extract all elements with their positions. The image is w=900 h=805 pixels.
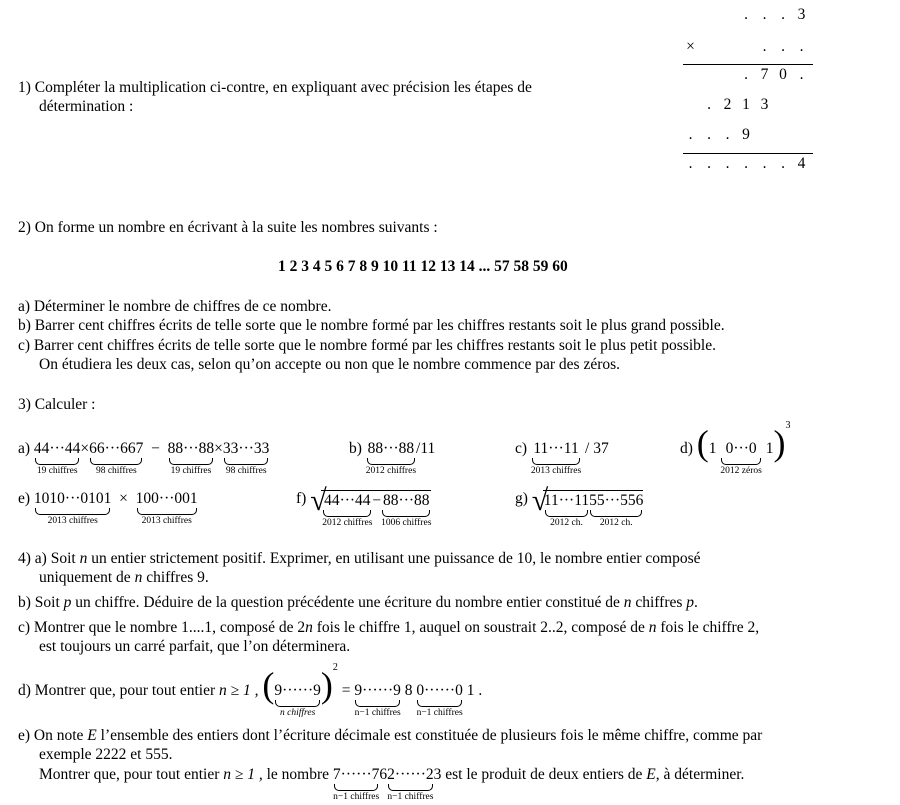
q4-e3-mid: le nombre (262, 766, 333, 783)
q4-e3-post: est le produit de deux entiers de (445, 766, 647, 783)
q3-f-op: − (372, 492, 382, 509)
q4-b-var-p: p (63, 594, 72, 611)
q3-d-label: d) (680, 440, 693, 457)
q3-f-term2: 88···88 1006 chiffres (381, 492, 432, 528)
q4-d-term2: 9······9 n−1 chiffres (354, 682, 401, 718)
q3-g-term2: 55···556 2012 ch. (589, 492, 644, 528)
q4-d-term1: 9······9 n chiffres (274, 682, 321, 718)
q3-f-sqrt (310, 484, 432, 529)
q4-e-pre: e) On note (18, 727, 88, 744)
q4-d (18, 662, 483, 719)
grid-cell: . (799, 66, 804, 83)
close-paren: ) (320, 665, 333, 705)
q4-e3-term2: 2······2 n−1 chiffres (387, 766, 434, 802)
q3-f (296, 484, 432, 529)
q3-a (18, 440, 269, 477)
grid-cell: . (781, 155, 785, 172)
sqrt-icon: √ (531, 484, 549, 517)
q4-e3 (39, 766, 744, 803)
q3-f-label: f) (296, 490, 307, 507)
grid-cell: . (781, 38, 785, 55)
grid-cell: . (707, 155, 711, 172)
q4-d-end: 1 . (466, 682, 483, 699)
q4-e-post: l’ensemble des entiers dont l’écriture décimale est constituée de plusieurs fois le même chiffre, comme par (96, 727, 763, 744)
q3-g (515, 484, 644, 529)
q4-a-pre: 4) a) Soit (18, 550, 80, 567)
q4-d-power: 2 (332, 662, 338, 673)
q3-a-op1: × (80, 440, 90, 457)
q3-b-term: 88···88 2012 chiffres (365, 440, 417, 476)
q4-a-var: n (79, 550, 88, 567)
close-paren: ) (773, 423, 786, 463)
grid-rule-bottom (683, 153, 813, 154)
q3-a-label: a) (18, 440, 31, 457)
q4-e-var: E (87, 727, 97, 744)
q3-e (18, 490, 198, 527)
grid-cell: 3 (797, 6, 806, 23)
q2-b: b) Barrer cent chiffres écrits de telle sorte que le nombre formé par les chiffres restants soit le plus grand possible. (18, 317, 725, 334)
q3-b-label: b) (349, 440, 362, 457)
q4-b-var-p2: p (686, 594, 695, 611)
q3-g-sqrt (531, 484, 644, 529)
grid-cell: . (707, 126, 711, 143)
q3-a-term4: 33···33 98 chiffres (222, 440, 270, 476)
q3-b (349, 440, 435, 477)
q4-b (18, 594, 698, 612)
q3-e-op: × (119, 490, 128, 507)
grid-cell: . (725, 155, 730, 172)
q2-c2: On étudiera les deux cas, selon qu’on accepte ou non que le nombre commence par des zéros. (39, 356, 621, 373)
q3-d-power: 3 (785, 420, 791, 431)
grid-cell: . (799, 38, 804, 55)
q4-e3-six: 6 (379, 766, 388, 783)
sqrt-icon: √ (310, 484, 327, 517)
q4-a2 (39, 569, 209, 587)
open-paren: ( (262, 665, 275, 705)
q4-e3-three: 3 (433, 766, 442, 783)
q4-a-post: un entier strictement positif. Exprimer, en utilisant une puissance de 10, le nombre entier composé (87, 550, 701, 567)
q3-c-term: 11···11 2013 chiffres (530, 440, 582, 476)
q4-a2-post: chiffres 9. (142, 569, 209, 586)
q3-d-lead: 1 (708, 440, 717, 457)
open-paren: ( (696, 423, 709, 463)
q4-b-var-n: n (623, 594, 632, 611)
q4-e3-var: E (646, 766, 656, 783)
q3-c-label: c) (515, 440, 528, 457)
q4-e (18, 727, 762, 745)
q3-a-term1: 44···44 19 chiffres (33, 440, 81, 476)
q3-g-term1: 11···11 2012 ch. (543, 492, 590, 528)
q4-c-var: n (305, 619, 313, 636)
q4-b-mid: un chiffre. Déduire de la question précédente une écriture du nombre entier constitué de (71, 594, 624, 611)
grid-cell: 4 (797, 155, 806, 172)
q3-e-term1: 1010···0101 2013 chiffres (33, 490, 112, 526)
q4-e2: exemple 2222 et 555. (39, 746, 173, 763)
q4-c-post2: fois le chiffre 2, (656, 619, 760, 636)
q3-a-op2: − (151, 440, 160, 457)
q3-a-term3: 88···88 19 chiffres (167, 440, 215, 476)
q4-e3-pre: Montrer que, pour tout entier (39, 766, 224, 783)
q4-d-mid: 8 (404, 682, 413, 699)
q3-e-term2: 100···001 2013 chiffres (135, 490, 198, 526)
q3-a-op3: × (214, 440, 223, 457)
grid-cell: . (744, 155, 748, 172)
q4-c-post: fois le chiffre 1, auquel on soustrait 2..2, composé de (312, 619, 649, 636)
grid-cell: . (725, 126, 730, 143)
grid-cell: 9 (742, 126, 750, 143)
q4-e3-cond: n ≥ 1 , (223, 766, 263, 783)
grid-cell: 0 (779, 66, 787, 83)
q1-line1: 1) Compléter la multiplication ci-contre, en expliquant avec précision les étapes de (18, 79, 532, 96)
q3-c-tail: / 37 (585, 440, 609, 457)
q4-d-term3: 0······0 n−1 chiffres (416, 682, 463, 718)
q3-a-term2: 66···667 98 chiffres (89, 440, 144, 476)
q4-d-cond: n ≥ 1 , (219, 682, 259, 699)
q3-f-term1: 44···44 2012 chiffres (322, 492, 373, 528)
q3-d (680, 420, 791, 477)
q2-sequence: 1 2 3 4 5 6 7 8 9 10 11 12 13 14 ... 57 58 59 60 (278, 258, 568, 275)
q4-c-pre: c) Montrer que le nombre 1....1, composé de 2 (18, 619, 306, 636)
grid-cell: . (688, 155, 693, 172)
q3-e-label: e) (18, 490, 31, 507)
q4-e3-end: , à déterminer. (655, 766, 745, 783)
q4-e3-term1: 7······7 n−1 chiffres (332, 766, 380, 802)
grid-cell: . (762, 155, 767, 172)
grid-cell: . (707, 96, 711, 113)
q4-a2-var: n (134, 569, 143, 586)
q4-c-var2: n (648, 619, 657, 636)
grid-cell: 3 (760, 96, 769, 113)
q3-b-tail: /11 (416, 440, 436, 457)
q4-d-pre: d) Montrer que, pour tout entier (18, 682, 216, 699)
q4-c (18, 619, 759, 637)
q4-a2-pre: uniquement de (39, 569, 135, 586)
q2-intro: 2) On forme un nombre en écrivant à la suite les nombres suivants : (18, 219, 438, 236)
q2-a: a) Déterminer le nombre de chiffres de ce nombre. (18, 298, 332, 315)
grid-cell: 2 (723, 96, 732, 113)
q3-d-term: 0···0 2012 zéros (720, 440, 762, 476)
q4-c2: est toujours un carré parfait, que l’on déterminera. (39, 638, 351, 655)
grid-cell: . (688, 126, 693, 143)
q1-line2: détermination : (39, 98, 134, 115)
grid-cell: . (781, 6, 785, 23)
q4-b-mid2: chiffres (631, 594, 687, 611)
q4-a (18, 550, 701, 568)
q2-c: c) Barrer cent chiffres écrits de telle sorte que le nombre formé par les chiffres restants soit le plus petit possible. (18, 337, 716, 354)
q4-d-eq: = (341, 682, 351, 699)
grid-rule-top (683, 64, 813, 65)
grid-cell: × (686, 38, 695, 55)
grid-cell: . (762, 38, 767, 55)
grid-cell: . (744, 66, 748, 83)
grid-cell: 1 (742, 96, 750, 113)
grid-cell: 7 (760, 66, 769, 83)
q3-g-label: g) (515, 490, 528, 507)
grid-cell: . (744, 6, 748, 23)
q4-b-pre: b) Soit (18, 594, 64, 611)
q4-b-end: . (694, 594, 698, 611)
grid-cell: . (762, 6, 767, 23)
q3-title: 3) Calculer : (18, 396, 96, 413)
q3-c (515, 440, 609, 477)
q3-d-trail: 1 (765, 440, 774, 457)
